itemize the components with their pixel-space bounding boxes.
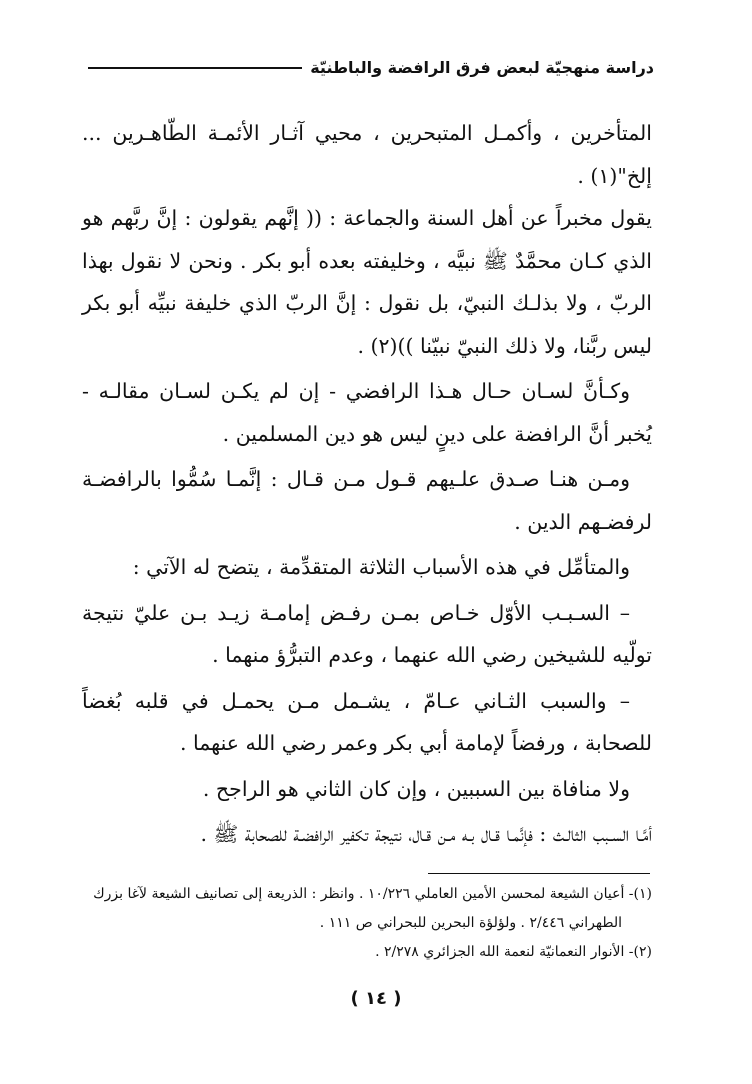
header-rule xyxy=(88,67,302,69)
header-title: دراسة منهجيّة لبعض فرق الرافضة والباطنيّة xyxy=(310,57,654,77)
paragraph-6: ولا منافاة بين السببين ، وإن كان الثاني هو الراجح . xyxy=(202,776,630,801)
paragraph-2: يقول مخبراً عن أهل السنة والجماعة : (( إنَّهم يقولون : إنَّ ربَّهم هو الذي كـان محمَّدٌ ﷺ نبيَّه ، وخليفته بعده أبو بكر . ونحن لا نقول بهذا الربّ ، ولا بذلـك النبيّ، بل نقول : إنَّ الربّ الذي خليفة نبيِّه أبو بكر ليس ربَّنا، ولا ذلك النبيّ نبيّنا ))(٢) . xyxy=(82,206,652,358)
footnote-1-continued: الطهراني ٢/٤٤٦ . ولؤلؤة البحرين للبحراني ص ١١١ . xyxy=(319,915,622,931)
list-item-1: – السـبـب الأوّل خـاص بمـن رفـض إمامـة زيـد بـن عليّ نتيجة تولّيه للشيخين رضي الله عنهما ، وعدم التبرُّؤ منهما . xyxy=(82,600,652,667)
footnote-separator xyxy=(428,873,650,874)
page-number: ( ١٤ ) xyxy=(350,988,402,1009)
footnote-1: (١)- أعيان الشيعة لمحسن الأمين العاملي ١٠/٢٢٦ . وانظر : الذريعة إلى تصانيف الشيعة لآغا بزرك xyxy=(93,886,652,902)
list-item-2: – والسبب الثـاني عـامّ ، يشـمل مـن يحمـل في قلبه بُغضاً للصحابة ، ورفضاً لإمامة أبي بكر وعمر رضي الله عنهما . xyxy=(82,688,652,755)
paragraph-1: المتأخرين ، وأكمـل المتبحرين ، محيي آثـار الأئمـة الطّاهـرين ... إلخ"(١) . xyxy=(82,121,652,188)
footnotes xyxy=(80,880,652,967)
running-header xyxy=(88,52,654,82)
body-text xyxy=(82,112,652,856)
paragraph-3: وكـأنَّ لسـان حـال هـذا الرافضي - إن لم يكـن لسـان مقالـه - يُخبر أنَّ الرافضة على دينٍ ليس هو دين المسلمين . xyxy=(82,379,652,446)
paragraph-7: أمَّـا السـبب الثالـث : فإنَّمـا قـال بـه مـن قـال، نتيجة تكفير الرافضـة للصحابة ﷺ . xyxy=(200,822,652,846)
paragraph-5: والمتأمِّل في هذه الأسباب الثلاثة المتقدِّمة ، يتضح له الآتي : xyxy=(132,555,630,579)
footnote-2: (٢)- الأنوار النعمانيّة لنعمة الله الجزائري ٢/٢٧٨ . xyxy=(375,944,652,960)
paragraph-4: ومـن هنـا صـدق علـيهم قـول مـن قـال : إنَّمـا سُمُّوا بالرافضـة لرفضـهم الدين . xyxy=(82,467,652,534)
